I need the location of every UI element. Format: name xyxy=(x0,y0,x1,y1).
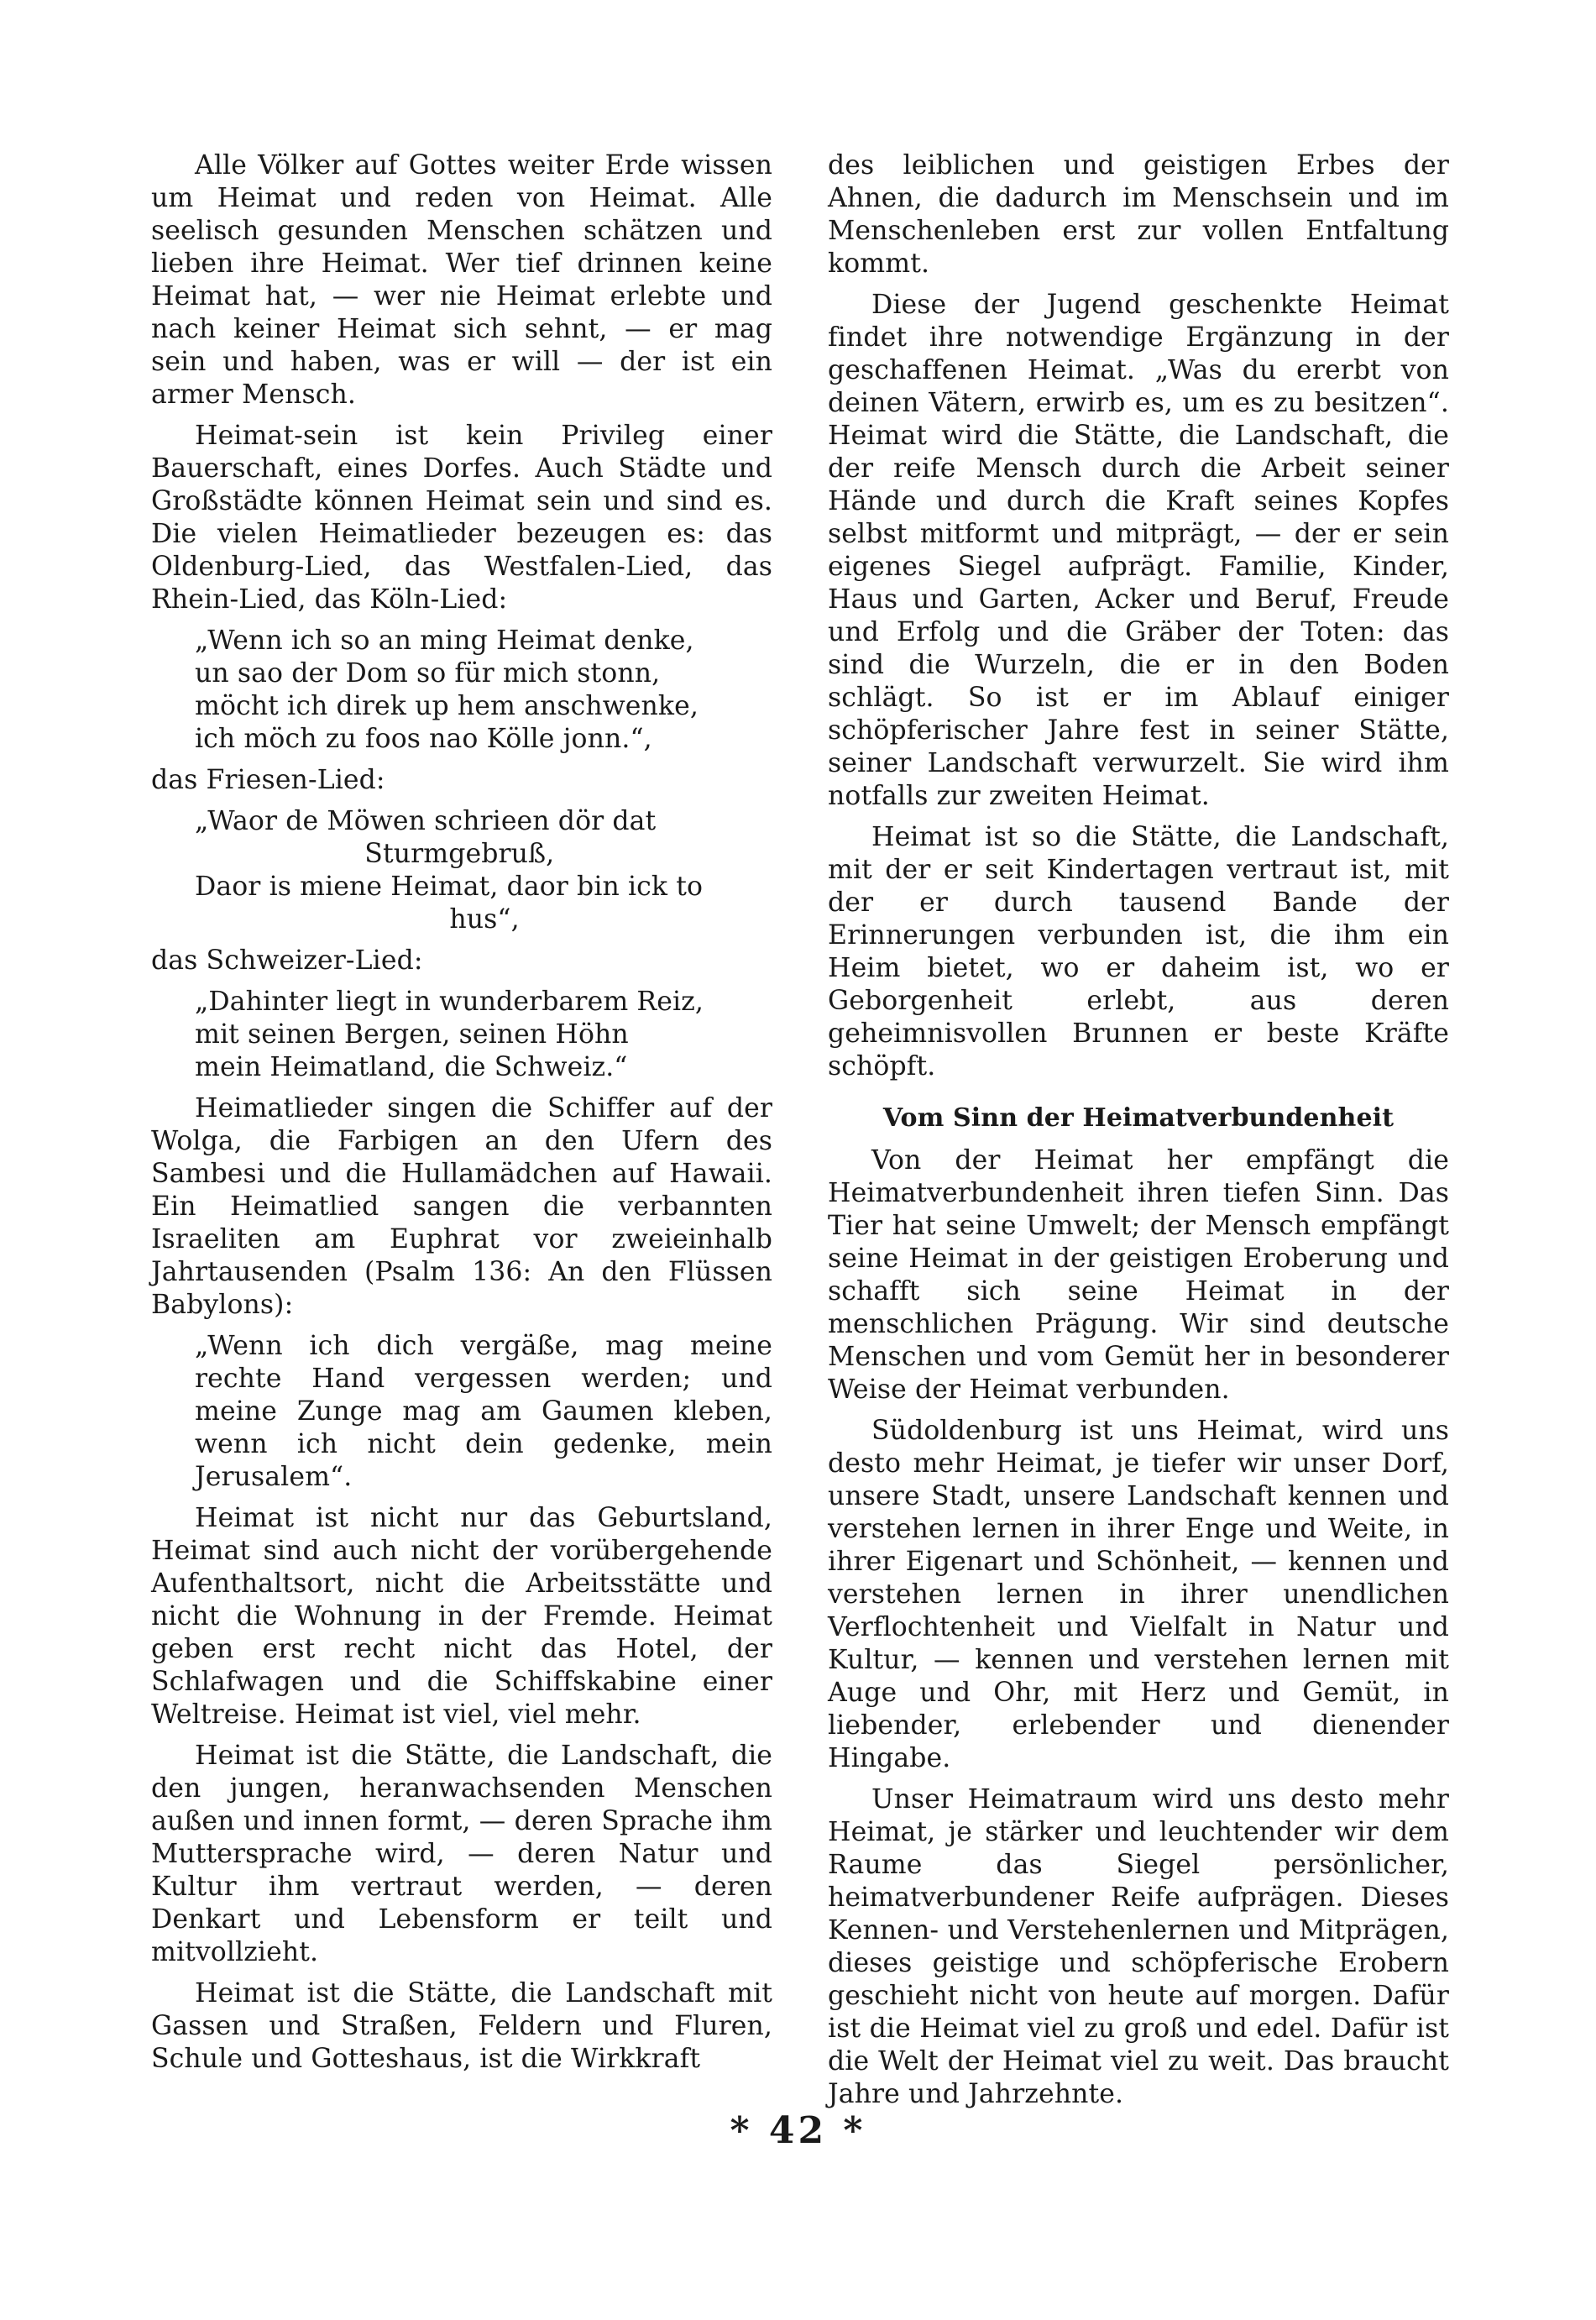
verse-line: „Dahinter liegt in wunderbarem Reiz, xyxy=(195,987,704,1017)
verse-friesen-lied xyxy=(151,805,772,936)
verse-line: mein Heimatland, die Schweiz.“ xyxy=(195,1052,628,1082)
paragraph: Unser Heimatraum wird uns desto mehr Heimat, je stärker und leuchtender wir dem Raume das Siegel persönlicher, heimatverbundener Reife aufprägen. Dieses Kennen- und Verstehenlernen und Mitprägen, dieses geistige und schöpferische Erobern geschieht nicht von heute auf morgen. Dafür ist die Heimat viel zu groß und edel. Dafür ist die Welt der Heimat viel zu weit. Das braucht Jahre und Jahrzehnte. xyxy=(828,1784,1449,2109)
paragraph: Heimat ist die Stätte, die Landschaft, die den jungen, heranwachsenden Menschen außen und innen formt, — deren Sprache ihm Muttersprache wird, — deren Natur und Kultur ihm vertraut werden, — deren Denkart und Lebensform er teilt und mitvollzieht. xyxy=(151,1741,772,1967)
psalm-quote: „Wenn ich dich vergäße, mag meine rechte Hand vergessen werden; und meine Zunge mag am Gaumen kleben, wenn ich nicht dein gedenke, mein Jerusalem“. xyxy=(195,1331,772,1492)
verse-line: Sturmgebruß, xyxy=(195,839,555,869)
left-column xyxy=(151,149,772,2084)
verse-line: möcht ich direk up hem anschwenke, xyxy=(195,691,699,721)
verse-line: hus“, xyxy=(195,904,520,935)
right-column xyxy=(828,149,1449,2119)
page-number: * 42 * xyxy=(730,2109,866,2152)
paragraph: Heimat ist so die Stätte, die Landschaft, mit der er seit Kindertagen vertraut ist, mit der er durch tausend Bande der Erinnerungen verbunden ist, die ihm ein Heim bietet, wo er daheim ist, wo er Geborgenheit erlebt, aus deren geheimnisvollen Brunnen er beste Kräfte schöpft. xyxy=(828,822,1449,1081)
paragraph: Heimatlieder singen die Schiffer auf der Wolga, die Farbigen an den Ufern des Sambesi und die Hullamädchen auf Hawaii. Ein Heimatlied sangen die verbannten Israeliten am Euphrat vor zweieinhalb Jahrtausenden (Psalm 136: An den Flüssen Babylons): xyxy=(151,1093,772,1320)
section-heading: Vom Sinn der Heimatverbundenheit xyxy=(882,1103,1395,1133)
verse-lead: das Friesen-Lied: xyxy=(151,765,385,795)
paragraph: des leiblichen und geistigen Erbes der Ahnen, die dadurch im Menschsein und im Menschenleben erst zur vollen Entfaltung kommt. xyxy=(828,150,1449,279)
paragraph: Heimat ist nicht nur das Geburtsland, Heimat sind auch nicht der vorübergehende Aufenthaltsort, nicht die Arbeitsstätte und nicht die Wohnung in der Fremde. Heimat geben erst recht nicht das Hotel, der Schlafwagen und die Schiffskabine einer Weltreise. Heimat ist viel, viel mehr. xyxy=(151,1503,772,1730)
paragraph: Von der Heimat her empfängt die Heimatverbundenheit ihren tiefen Sinn. Das Tier hat seine Umwelt; der Mensch empfängt seine Heimat in der geistigen Eroberung und schafft sich seine Heimat in der menschlichen Prägung. Wir sind deutsche Menschen und vom Gemüt her in besonderer Weise der Heimat verbunden. xyxy=(828,1145,1449,1405)
paragraph: Diese der Jugend geschenkte Heimat findet ihre notwendige Ergänzung in der geschaffenen Heimat. „Was du ererbt von deinen Vätern, erwirb es, um es zu besitzen“. Heimat wird die Stätte, die Landschaft, die der reife Mensch durch die Arbeit seiner Hände und durch die Kraft seines Kopfes selbst mitformt und mitprägt, — der er sein eigenes Siegel aufprägt. Familie, Kinder, Haus und Garten, Acker und Beruf, Freude und Erfolg und die Gräber der Toten: das sind die Wurzeln, die er in den Boden schlägt. So ist er im Ablauf einiger schöpferischer Jahre fest in seiner Stätte, seiner Landschaft verwurzelt. Sie wird ihm notfalls zur zweiten Heimat. xyxy=(828,290,1449,811)
verse-line: „Waor de Möwen schrieen dör dat xyxy=(195,806,657,836)
verse-line: ich möch zu foos nao Kölle jonn.“, xyxy=(195,724,652,754)
verse-line: un sao der Dom so für mich stonn, xyxy=(195,658,661,689)
paragraph: Heimat ist die Stätte, die Landschaft mit Gassen und Straßen, Feldern und Fluren, Schule und Gotteshaus, ist die Wirkkraft xyxy=(151,1978,772,2074)
paragraph: Alle Völker auf Gottes weiter Erde wissen um Heimat und reden von Heimat. Alle seelisch gesunden Menschen schätzen und lieben ihre Heimat. Wer tief drinnen keine Heimat hat, — wer nie Heimat erlebte und nach keiner Heimat sich sehnt, — er mag sein und haben, was er will — der ist ein armer Mensch. xyxy=(151,150,772,410)
paragraph: Südoldenburg ist uns Heimat, wird uns desto mehr Heimat, je tiefer wir unser Dorf, unsere Stadt, unsere Landschaft kennen und verstehen lernen in ihrer Enge und Weite, in ihrer Eigenart und Schönheit, — kennen und verstehen lernen in ihrer unendlichen Verflochtenheit und Vielfalt in Natur und Kultur, — kennen und verstehen lernen mit Auge und Ohr, mit Herz und Gemüt, in liebender, erlebender und dienender Hingabe. xyxy=(828,1416,1449,1773)
verse-koeln-lied xyxy=(151,625,772,756)
verse-line: „Wenn ich so an ming Heimat denke, xyxy=(195,626,694,656)
verse-lead: das Schweizer-Lied: xyxy=(151,945,423,976)
verse-line: Daor is miene Heimat, daor bin ick to xyxy=(195,872,704,902)
paragraph: Heimat-sein ist kein Privileg einer Bauerschaft, eines Dorfes. Auch Städte und Großstädte können Heimat sein und sind es. Die vielen Heimatlieder bezeugen es: das Oldenburg-Lied, das Westfalen-Lied, das Rhein-Lied, das Köln-Lied: xyxy=(151,421,772,615)
verse-line: mit seinen Bergen, seinen Höhn xyxy=(195,1019,629,1050)
verse-schweizer-lied xyxy=(151,986,772,1084)
